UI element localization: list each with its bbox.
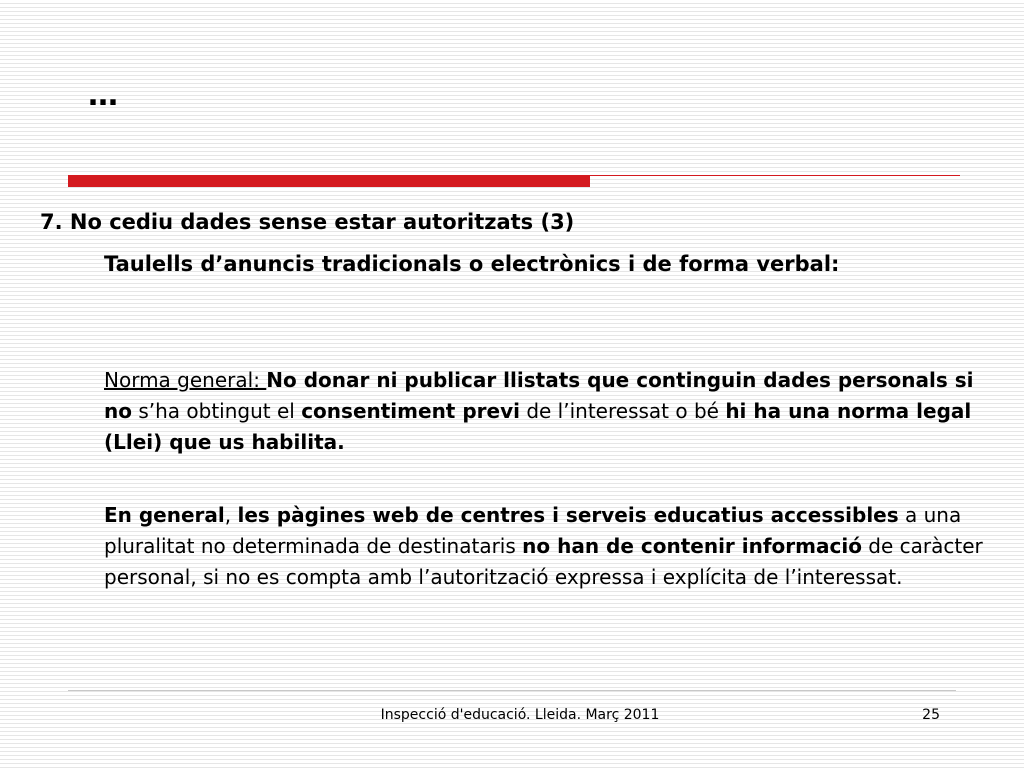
para1-text-2: de l’interessat o bé [519,399,726,423]
para2-bold-1: En general [104,503,225,527]
paragraph-norma-general [104,365,994,458]
para2-text-3: de caràcter personal, si no es compta amb l’autorització expressa i explícita de l’interessat. [104,534,983,589]
para2-bold-2: les pàgines web de centres i serveis educatius accessibles [237,503,899,527]
slide-title: … [88,78,119,113]
footer-divider [68,690,956,691]
footer-text: Inspecció d'educació. Lleida. Març 2011 [380,707,660,723]
title-underline-thin [590,175,960,176]
para1-text-1: s’ha obtingut el [131,399,302,423]
para2-text-1: , [224,503,238,527]
para2-text-2: a una pluralitat no determinada de destinataris [104,503,962,558]
paragraph-en-general [104,500,994,593]
page-number: 25 [922,707,940,723]
para1-bold-1: No donar ni publicar llistats que continguin dades personals si no [104,368,974,423]
para2-bold-3: no han de contenir informació [522,534,862,558]
title-underline-thick [68,175,590,187]
para1-bold-3: hi ha una norma legal (Llei) que us habilita. [104,399,972,454]
section-heading: 7. No cediu dades sense estar autoritzats (3) [40,210,575,234]
label-separator: : [253,368,267,392]
para1-bold-2: consentiment previ [301,399,520,423]
subheading: Taulells d’anuncis tradicionals o electrònics i de forma verbal: [104,252,840,276]
norma-general-label: Norma general [104,368,254,392]
